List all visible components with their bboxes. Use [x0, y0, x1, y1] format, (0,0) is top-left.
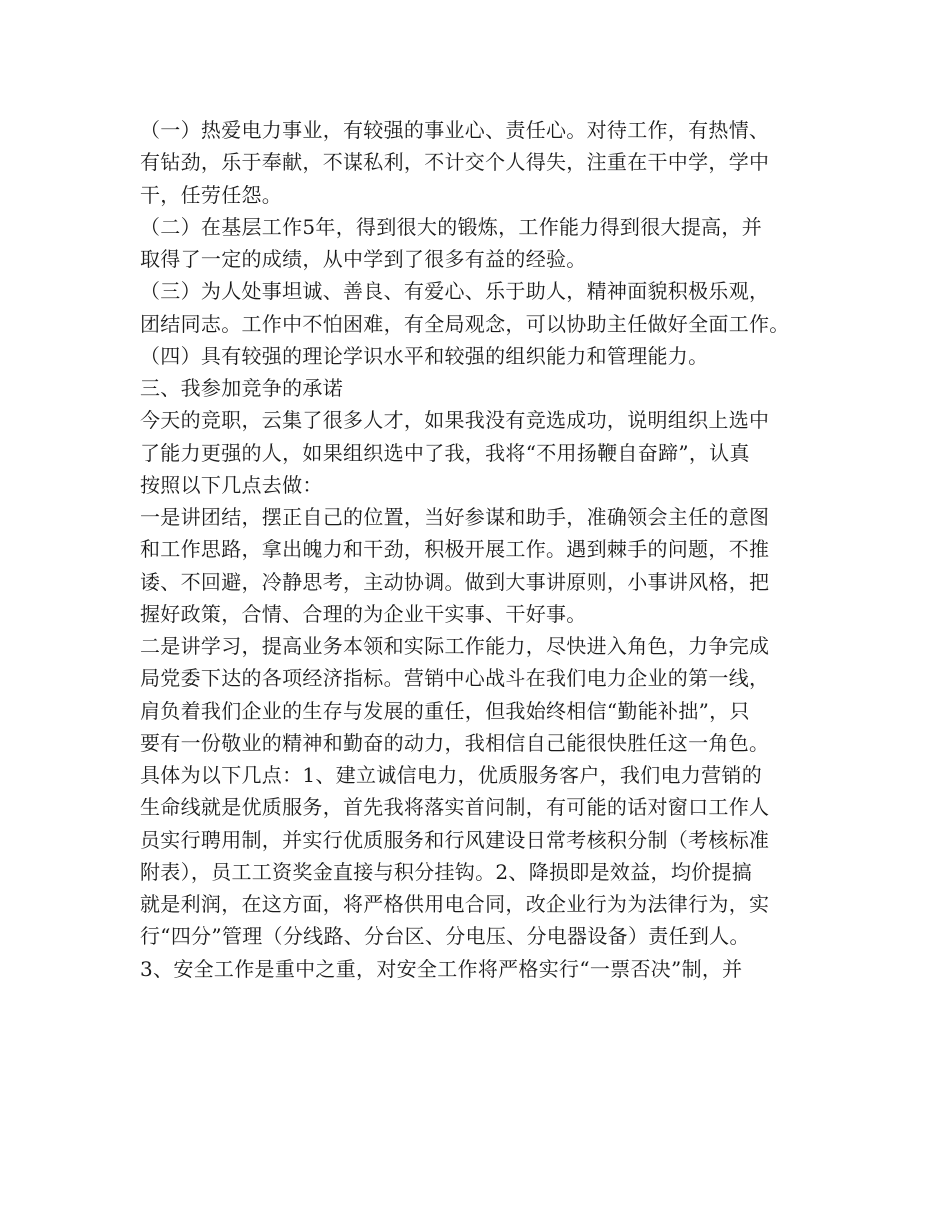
text-line: 二是讲学习，提高业务本领和实际工作能力，尽快进入角色，力争完成 — [140, 634, 770, 658]
section-heading: 三、我参加竞争的承诺 — [140, 376, 343, 400]
text-line: 一是讲团结，摆正自己的位置，当好参谋和助手，准确领会主任的意图 — [140, 505, 770, 529]
text-line: 团结同志。工作中不怕困难，有全局观念，可以协助主任做好全面工作。 — [140, 311, 790, 336]
text-line: 行“四分”管理（分线路、分台区、分电压、分电器设备）责任到人。 — [140, 924, 750, 949]
text-line: 员实行聘用制，并实行优质服务和行风建设日常考核积分制（考核标准 — [140, 827, 770, 852]
text-line: 具体为以下几点：1、建立诚信电力，优质服务客户，我们电力营销的 — [140, 763, 763, 787]
text-line: 了能力更强的人，如果组织选中了我，我将“不用扬鞭自奋蹄”，认真 — [140, 440, 750, 465]
document-body — [140, 114, 840, 985]
text-line: （二）在基层工作5年，得到很大的锻炼，工作能力得到很大提高，并 — [140, 214, 763, 239]
text-line: 肩负着我们企业的生存与发展的重任，但我始终相信“勤能补拙”，只 — [140, 698, 750, 723]
text-line: 有钻劲，乐于奉献，不谋私利，不计交个人得失，注重在干中学，学中 — [140, 150, 770, 175]
text-line: 按照以下几点去做： — [140, 472, 323, 497]
text-line: 3、安全工作是重中之重，对安全工作将严格实行“一票否决”制，并 — [140, 956, 743, 981]
text-line: （四）具有较强的理论学识水平和较强的组织能力和管理能力。 — [140, 343, 709, 368]
text-line: （三）为人处事坦诚、善良、有爱心、乐于助人，精神面貌积极乐观， — [140, 279, 770, 304]
text-line: 就是利润，在这方面，将严格供用电合同，改企业行为为法律行为，实 — [140, 892, 770, 916]
text-line: 和工作思路，拿出魄力和干劲，积极开展工作。遇到棘手的问题，不推 — [140, 537, 770, 562]
text-line: （一）热爱电力事业，有较强的事业心、责任心。对待工作，有热情、 — [140, 118, 770, 142]
text-line: 生命线就是优质服务，首先我将落实首问制，有可能的话对窗口工作人 — [140, 795, 770, 820]
text-line: 局党委下达的各项经济指标。营销中心战斗在我们电力企业的第一线， — [140, 666, 770, 691]
text-line: 要有一份敬业的精神和勤奋的动力，我相信自己能很快胜任这一角色。 — [140, 730, 770, 755]
text-line: 附表），员工工资奖金直接与积分挂钩。2、降损即是效益，均价提搞 — [140, 859, 753, 884]
text-line: 取得了一定的成绩，从中学到了很多有益的经验。 — [140, 247, 587, 271]
text-line: 干，任劳任怨。 — [140, 182, 283, 207]
text-line: 诿、不回避，冷静思考，主动协调。做到大事讲原则，小事讲风格，把 — [140, 569, 770, 594]
text-line: 握好政策，合情、合理的为企业干实事、干好事。 — [140, 601, 587, 626]
text-line: 今天的竞职，云集了很多人才，如果我没有竞选成功，说明组织上选中 — [140, 408, 770, 433]
